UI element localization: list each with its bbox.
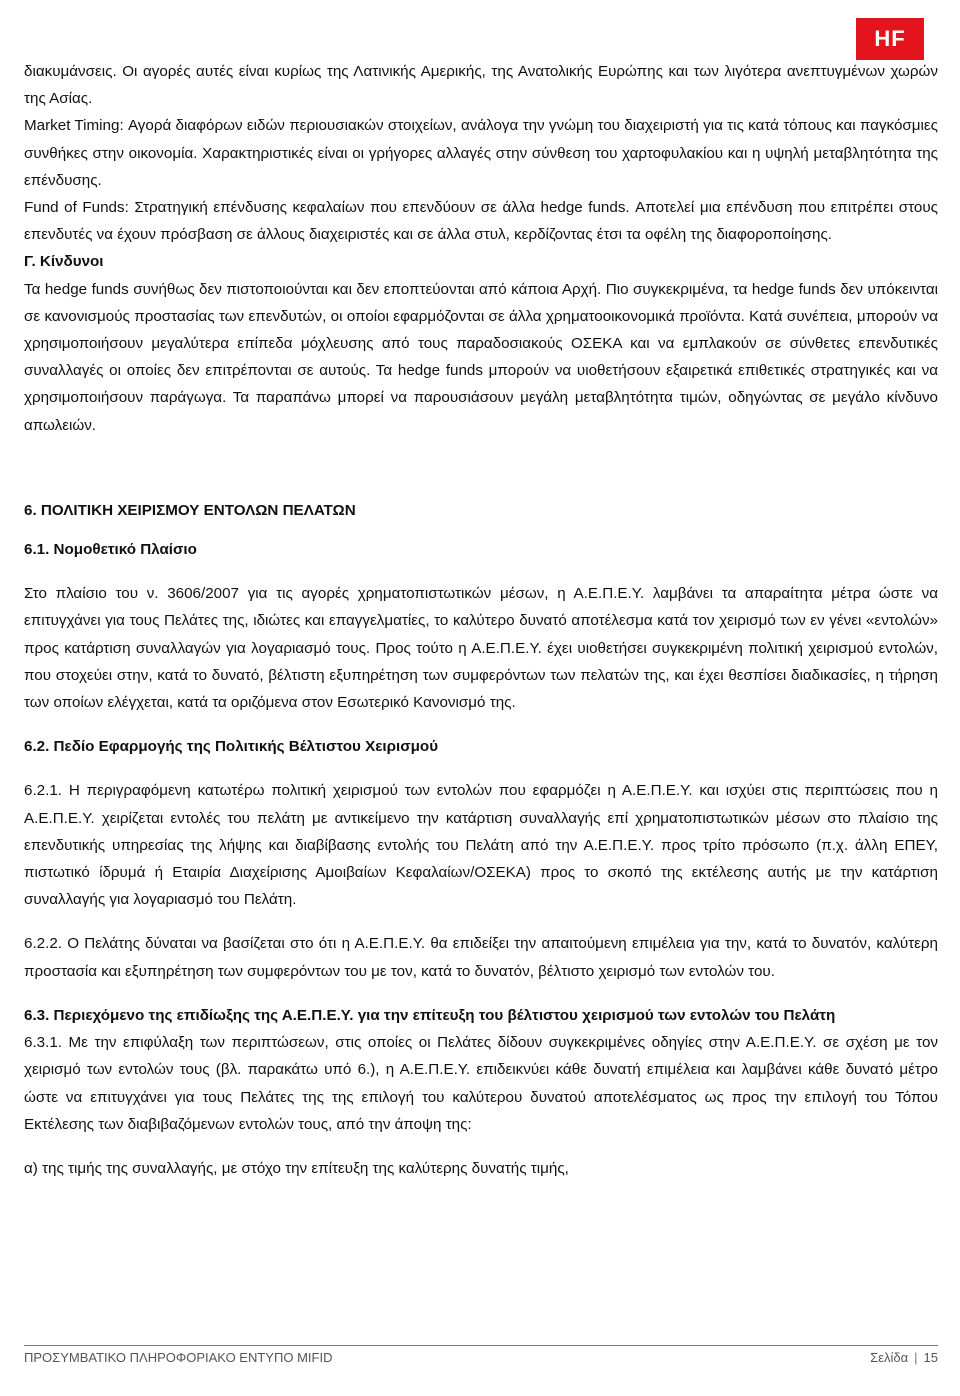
paragraph: διακυμάνσεις. Οι αγορές αυτές είναι κυρίως της Λατινικής Αμερικής, της Ανατολικής Ευρώπης και των λιγότερα ανεπτυγμένων χωρών της Ασίας.	[24, 63, 938, 108]
subsection-heading-6-2: 6.2. Πεδίο Εφαρμογής της Πολιτικής Βέλτιστου Χειρισμού	[24, 738, 439, 756]
page-footer	[24, 1345, 938, 1365]
footer-page-label: Σελίδα	[870, 1350, 909, 1365]
paragraph-risks: Τα hedge funds συνήθως δεν πιστοποιούνται και δεν εποπτεύονται από κάποια Αρχή. Πιο συγκεκριμένα, τα hedge funds δεν υπόκεινται σε κανονισμούς προστασίας των επενδυτών, οι οποίοι εφαρμόζονται σε άλλα χρηματοοικονομικά προϊόντα. Κατά συνέπεια, μπορούν να χρησιμοποιήσουν μεγαλύτερα επίπεδα μόχλευσης από τους παραδοσιακούς ΟΣΕΚΑ και να εμπλακούν σε σύνθετες επενδυτικές συναλλαγές οι οποίες δεν επιτρέπονται σε αυτούς. Τα hedge funds μπορούν να υιοθετήσουν εξαιρετικά επιθετικές στρατηγικές και να χρησιμοποιήσουν παράγωγα. Τα παραπάνω μπορεί να παρουσιάσουν μεγάλη μεταβλητότητα τιμών, οδηγώντας σε μεγάλο κίνδυνο απωλειών.	[24, 280, 938, 434]
section-heading-6: 6. ΠΟΛΙΤΙΚΗ ΧΕΙΡΙΣΜΟΥ ΕΝΤΟΛΩΝ ΠΕΛΑΤΩΝ	[24, 501, 356, 519]
paragraph-6-1: Στο πλαίσιο του ν. 3606/2007 για τις αγορές χρηματοπιστωτικών μέσων, η Α.Ε.Π.Ε.Υ. λαμβάνει τα απαραίτητα μέτρα ώστε να επιτυγχάνει για τους Πελάτες της, ιδιώτες και επαγγελματίες, το καλύτερο δυνατό αποτέλεσμα κατά τον χειρισμό των εν γένει «εντολών» προς κατάρτιση συναλλαγών για λογαριασμό τους. Προς τούτο η Α.Ε.Π.Ε.Υ. έχει υιοθετήσει συγκεκριμένη πολιτική χειρισμού εντολών, που στοχεύει στην, κατά το δυνατό, βέλτιστη εξυπηρέτηση των συμφερόντων των πελατών της, και έχει θεσπίσει διαδικασίες, η τήρηση των οποίων ελέγχεται, κατά τα οριζόμενα στον Εσωτερικό Κανονισμό της.	[24, 585, 938, 712]
subsection-heading-6-3: 6.3. Περιεχόμενο της επιδίωξης της Α.Ε.Π.Ε.Υ. για την επίτευξη του βέλτιστου χειρισμού των εντολών του Πελάτη	[24, 1006, 836, 1024]
paragraph-fund-of-funds: Fund of Funds: Στρατηγική επένδυσης κεφαλαίων που επενδύουν σε άλλα hedge funds. Αποτελεί μια επένδυση που επιτρέπει στους επενδυτές να έχουν πρόσβαση σε άλλους διαχειριστές και σε άλλα στυλ, κερδίζοντας έτσι τα οφέλη της διαφοροποίησης.	[24, 199, 938, 244]
paragraph-6-2-2: 6.2.2. Ο Πελάτης δύναται να βασίζεται στο ότι η Α.Ε.Π.Ε.Υ. θα επιδείξει την απαιτούμενη επιμέλεια για την, κατά το δυνατόν, καλύτερη προστασία και εξυπηρέτηση των συμφερόντων του με τον, κατά το δυνατόν, βέλτιστο χειρισμό των εντολών του.	[24, 935, 938, 980]
footer-page-number: 15	[923, 1350, 938, 1365]
footer-separator: |	[914, 1350, 918, 1365]
paragraph-6-3-1: 6.3.1. Με την επιφύλαξη των περιπτώσεων, στις οποίες οι Πελάτες δίδουν συγκεκριμένες οδηγίες στην Α.Ε.Π.Ε.Υ. σε σχέση με τον χειρισμό των εντολών τους (βλ. παρακάτω υπό 6.), η Α.Ε.Π.Ε.Υ. επιδεικνύει κάθε δυνατή επιμέλεια και λαμβάνει κάθε δυνατό μέτρο ώστε να επιτυγχάνει για τους Πελάτες της της επιλογή του καλύτερου δυνατού αποτελέσματος ως προς την επιλογή του Τόπου Εκτέλεσης των διαβιβαζόμενων εντολών τους, από την άποψη της:	[24, 1034, 938, 1133]
hf-logo: HF	[856, 18, 924, 60]
subsection-heading-6-1: 6.1. Νομοθετικό Πλαίσιο	[24, 541, 197, 559]
footer-page-info	[870, 1350, 938, 1365]
paragraph-6-2-1: 6.2.1. Η περιγραφόμενη κατωτέρω πολιτική χειρισμού των εντολών που εφαρμόζει η Α.Ε.Π.Ε.Υ. και ισχύει στις περιπτώσεις που η Α.Ε.Π.Ε.Υ. χειρίζεται εντολές του πελάτη με αντικείμενο την κατάρτιση συναλλαγής επί χρηματοπιστωτικών μέσων στο πλαίσιο της επενδυτικής υπηρεσίας της λήψης και διαβίβασης εντολής του Πελάτη από την Α.Ε.Π.Ε.Υ. προς τρίτο πρόσωπο (π.χ. άλλη ΕΠΕΥ, πιστωτικό ίδρυμά ή Εταιρία Διαχείρισης Αμοιβαίων Κεφαλαίων/ΟΣΕΚΑ) προς το σκοπό της εκτέλεσης αυτής με την κατάρτιση συναλλαγής για λογαριασμό του Πελάτη.	[24, 782, 938, 909]
document-body	[24, 58, 938, 1182]
footer-doc-title: ΠΡΟΣΥΜΒΑΤΙΚΟ ΠΛΗΡΟΦΟΡΙΑΚΟ ΕΝΤΥΠΟ MIFID	[24, 1350, 333, 1365]
section-heading-risks: Γ. Κίνδυνοι	[24, 253, 104, 271]
list-item-a: α) της τιμής της συναλλαγής, με στόχο την επίτευξη της καλύτερης δυνατής τιμής,	[24, 1159, 569, 1177]
paragraph-market-timing: Market Timing: Αγορά διαφόρων ειδών περιουσιακών στοιχείων, ανάλογα την γνώμη του διαχειριστή για τις κατά τόπους και παγκόσμιες συνθήκες στην οικονομία. Χαρακτηριστικές είναι οι γρήγορες αλλαγές στην σύνθεση του χαρτοφυλακίου και η υψηλή μεταβλητότητα της επένδυσης.	[24, 117, 938, 189]
